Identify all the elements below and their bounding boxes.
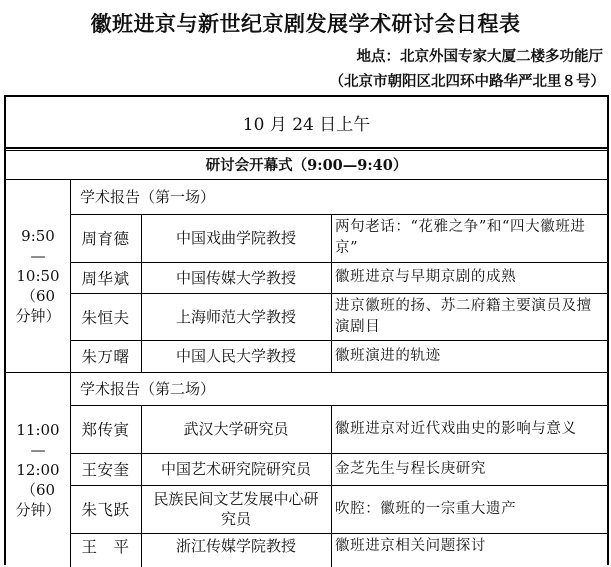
talk-topic: 徽班演进的轨迹 — [335, 347, 441, 364]
talk-topic: 徽班进京相关问题探讨 — [335, 537, 486, 554]
speaker-affiliation: 上海师范大学教授 — [175, 307, 296, 326]
speaker-name: 王 平 — [81, 538, 130, 556]
venue-address: （北京市朝阳区北四环中路华严北里８号） — [329, 73, 605, 90]
speaker-affiliation: 中国人民大学教授 — [175, 347, 296, 365]
opening-ceremony: 研讨会开幕式（9:00—9:40） — [205, 157, 408, 174]
talk-topic: 吹腔：徽班的一宗重大遗产 — [335, 500, 517, 517]
talk-topic: 两句老话：“花雅之争”和“四大徽班进京” — [335, 219, 586, 256]
speaker-affiliation: 民族民间文艺发展中心研究员 — [153, 490, 319, 528]
page-title: 徽班进京与新世纪京剧发展学术研讨会日程表 — [90, 12, 521, 36]
venue: 地点：北京外国专家大厦二楼多功能厅 — [356, 48, 603, 65]
speaker-name: 周育德 — [81, 230, 130, 248]
schedule-table — [4, 95, 609, 565]
speaker-name: 王安奎 — [81, 461, 130, 479]
session-2-time: 11:00 — 12:00 （60 分钟） — [15, 420, 61, 519]
speaker-affiliation: 浙江传媒学院教授 — [175, 537, 296, 555]
session-2-label: 学术报告（第二场） — [80, 380, 216, 398]
speaker-name: 朱恒夫 — [81, 308, 130, 327]
date-header: 10 月 24 日上午 — [242, 114, 371, 135]
talk-topic: 金芝先生与程长庚研究 — [335, 460, 486, 477]
session-1-label: 学术报告（第一场） — [80, 188, 216, 206]
speaker-affiliation: 中国戏曲学院教授 — [175, 229, 296, 247]
speaker-affiliation: 武汉大学研究员 — [183, 420, 289, 438]
talk-topic: 徽班进京对近代戏曲史的影响与意义 — [335, 420, 577, 437]
session-1-time: 9:50 — 10:50 （60 分钟） — [15, 226, 61, 325]
talk-topic: 进京徽班的扬、苏二府籍主要演员及擅演剧目 — [335, 297, 592, 335]
speaker-name: 周华斌 — [81, 269, 130, 288]
speaker-name: 郑传寅 — [81, 421, 130, 439]
speaker-name: 朱万曙 — [81, 348, 130, 366]
speaker-affiliation: 中国艺术研究院研究员 — [160, 460, 311, 478]
speaker-name: 朱飞跃 — [81, 501, 130, 519]
talk-topic: 徽班进京与早期京剧的成熟 — [335, 269, 517, 285]
speaker-affiliation: 中国传媒大学教授 — [175, 268, 296, 287]
